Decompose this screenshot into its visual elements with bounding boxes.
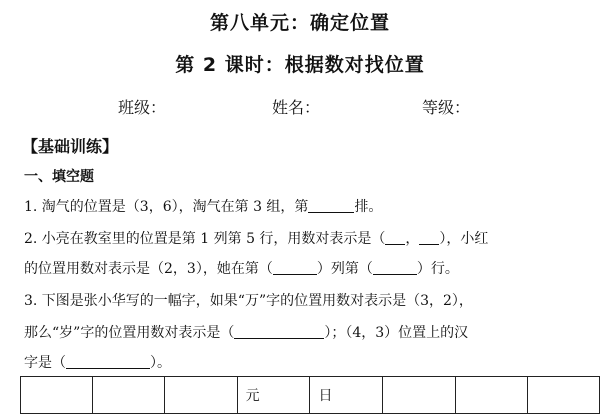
question-2-line-1 <box>24 228 488 248</box>
question-2-line-2 <box>24 258 459 278</box>
question-2-text-4: ）行。 <box>416 261 459 277</box>
grid-cell <box>21 377 93 414</box>
question-2-text-2: 的位置用数对表示是（2，3），她在第（ <box>24 261 273 277</box>
fill-blank-heading: 一、填空题 <box>24 169 94 185</box>
section-heading: 【基础训练】 <box>22 137 119 156</box>
lesson-title: 第 2 课时：根据数对找位置 <box>175 54 425 76</box>
class-label: 班级： <box>118 98 167 117</box>
character-grid <box>20 376 600 414</box>
grid-cell <box>527 377 599 414</box>
grade-label: 等级： <box>422 98 471 117</box>
question-1-text: 1. 淘气的位置是（3，6），淘气在第 3 组，第 <box>24 199 309 215</box>
grid-row <box>21 377 600 414</box>
question-2-blank-a[interactable] <box>385 230 405 245</box>
question-1-tail: 排。 <box>354 199 383 215</box>
question-1 <box>24 196 382 216</box>
question-2-blank-c[interactable] <box>273 260 317 275</box>
question-3-line-2 <box>24 322 468 342</box>
question-2-text: 2. 小亮在教室里的位置是第 1 列第 5 行，用数对表示是（ <box>24 231 386 247</box>
grid-cell <box>93 377 165 414</box>
question-2-blank-d[interactable] <box>373 260 417 275</box>
question-3-blank-b[interactable] <box>66 354 150 369</box>
question-3-text-3: ）；（4，3）位置上的汉 <box>324 325 469 341</box>
grid-cell <box>383 377 455 414</box>
question-3-text-2: 那么“岁”字的位置用数对表示是（ <box>24 325 235 341</box>
question-3-line-3 <box>24 352 171 372</box>
question-3-blank-a[interactable] <box>234 324 324 339</box>
grid-cell <box>455 377 527 414</box>
question-1-blank[interactable] <box>308 198 354 213</box>
question-2-text-3: ）列第（ <box>316 261 373 277</box>
question-3-line-1 <box>24 290 473 310</box>
question-3-text-5: ）。 <box>150 355 171 371</box>
grid-cell <box>165 377 237 414</box>
question-2-comma: ， <box>405 231 420 247</box>
name-label: 姓名： <box>272 98 321 117</box>
question-2-blank-b[interactable] <box>419 230 439 245</box>
grid-cell: 元 <box>237 377 310 414</box>
grid-cell: 日 <box>310 377 383 414</box>
unit-title: 第八单元：确定位置 <box>209 12 390 34</box>
question-2-text-cont: ），小红 <box>439 231 489 247</box>
question-3-text: 3. 下图是张小华写的一幅字，如果“万”字的位置用数对表示是（3，2）， <box>24 293 473 309</box>
question-3-text-4: 字是（ <box>24 355 66 371</box>
